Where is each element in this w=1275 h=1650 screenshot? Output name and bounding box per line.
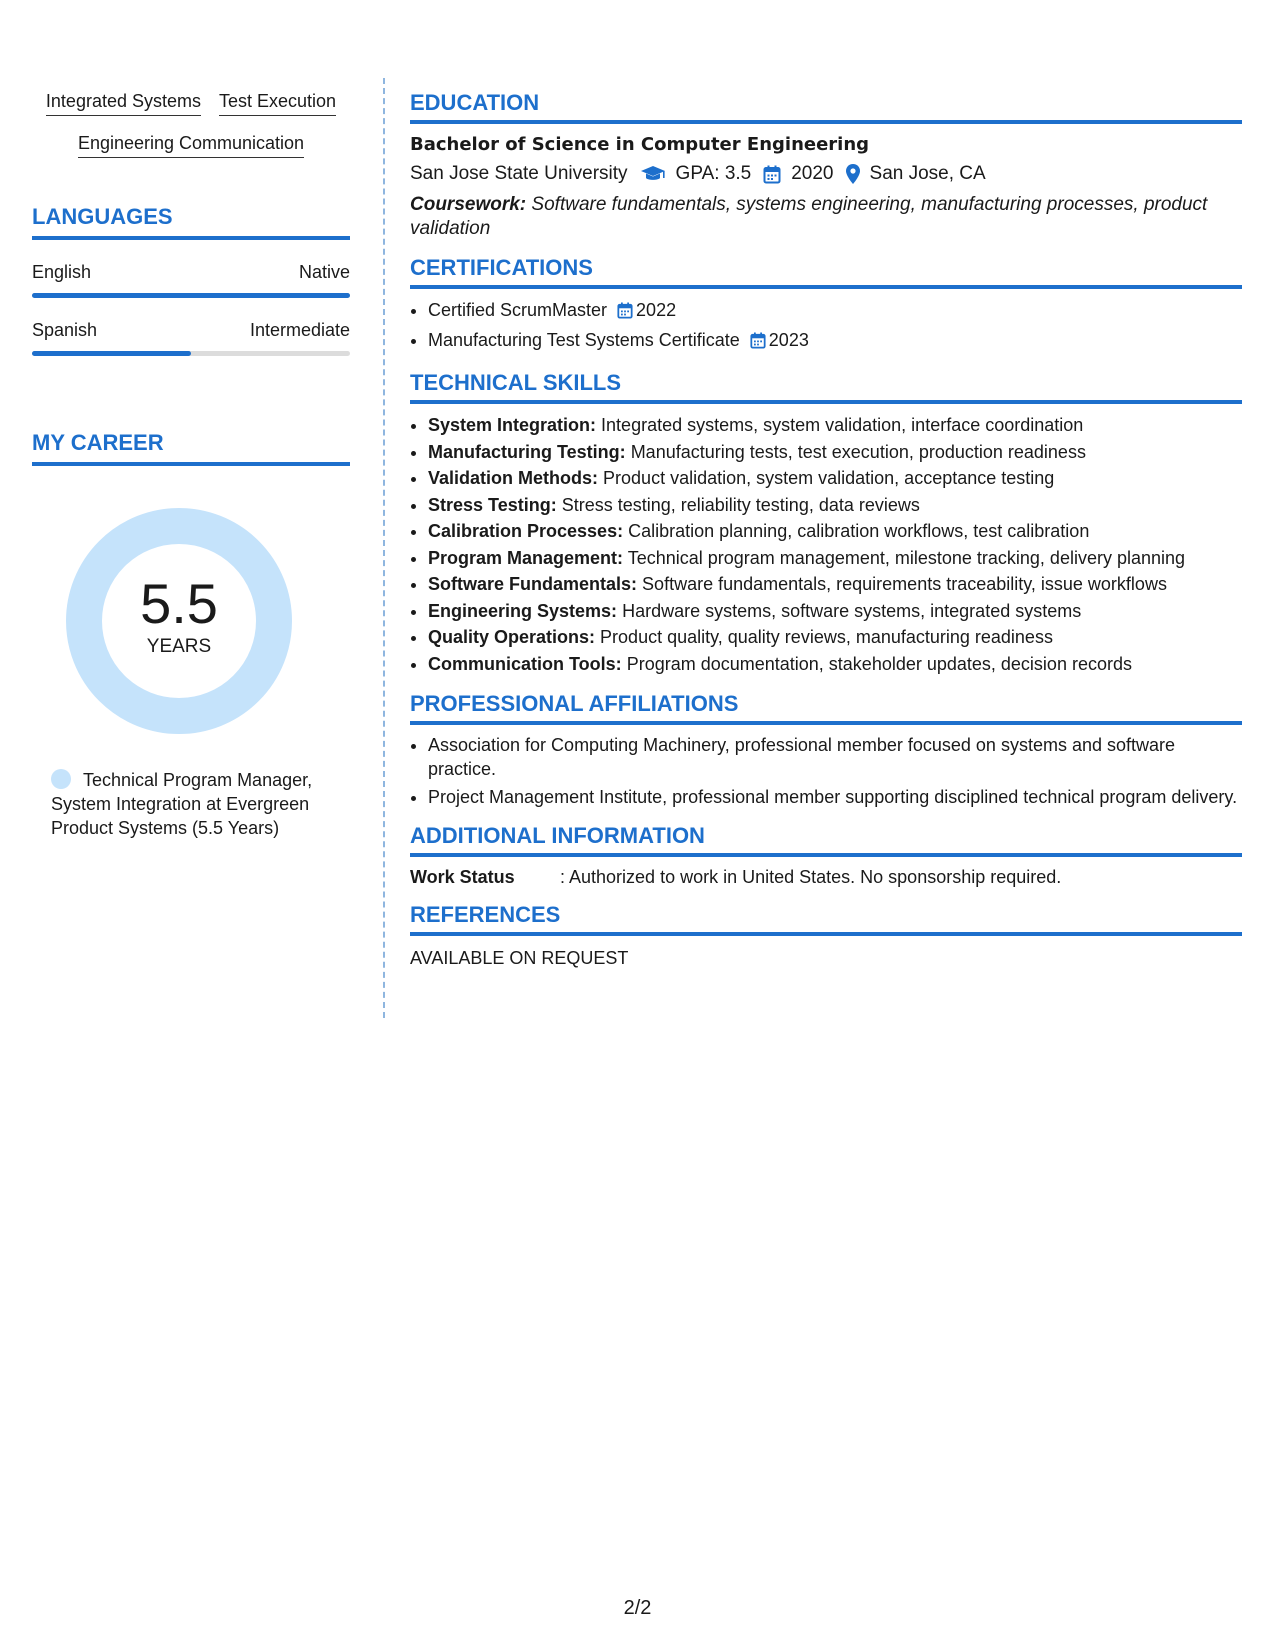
references-section xyxy=(410,902,1242,969)
language-proficiency-bar xyxy=(32,293,350,298)
coursework-text: Software fundamentals, systems engineering, manufacturing processes, product validation xyxy=(410,194,1208,239)
skill-category: System Integration: xyxy=(428,415,597,435)
references-text: AVAILABLE ON REQUEST xyxy=(410,948,629,968)
graduation-cap-icon xyxy=(640,165,666,183)
certification-name: Manufacturing Test Systems Certificate xyxy=(428,329,740,350)
list-item xyxy=(428,651,1242,678)
list-item xyxy=(428,518,1242,545)
language-item xyxy=(32,262,350,298)
affiliations-heading: PROFESSIONAL AFFILIATIONS xyxy=(410,691,1242,725)
skill-detail: Technical program management, milestone tracking, delivery planning xyxy=(627,547,1186,568)
skill-detail: Product validation, system validation, acceptance testing xyxy=(603,468,1055,488)
sidebar xyxy=(32,78,350,840)
degree: Bachelor of Science in Computer Engineering xyxy=(410,134,870,155)
list-item: • Project Management Institute, professional member supporting disciplined technical program delivery. xyxy=(428,785,1242,809)
language-level: Intermediate xyxy=(249,320,350,340)
school-name: San Jose State University xyxy=(410,163,628,184)
certifications-list xyxy=(410,297,1242,356)
skill-detail: Program documentation, stakeholder updates, decision records xyxy=(626,653,1132,674)
skill-tag: Engineering Communication xyxy=(78,132,304,158)
career-years-unit: YEARS xyxy=(146,636,212,657)
list-item xyxy=(428,598,1242,625)
list-item xyxy=(428,624,1242,651)
certifications-heading: CERTIFICATIONS xyxy=(410,255,1242,289)
column-divider xyxy=(383,78,385,1018)
list-item xyxy=(428,412,1242,439)
skill-detail: Hardware systems, software systems, integrated systems xyxy=(622,600,1082,621)
calendar-icon xyxy=(763,165,781,184)
work-status-row xyxy=(410,867,1242,888)
skill-category: Manufacturing Testing: xyxy=(428,441,626,462)
skill-detail: Software fundamentals, requirements traceability, issue workflows xyxy=(642,574,1167,594)
list-item xyxy=(428,492,1242,519)
certification-name: Certified ScrumMaster xyxy=(428,300,608,320)
page-number: 2/2 xyxy=(623,1597,652,1619)
references-heading: REFERENCES xyxy=(410,902,1242,936)
certification-year: 2023 xyxy=(768,329,809,350)
skill-category: Software Fundamentals: xyxy=(428,574,638,594)
skill-detail: Product quality, quality reviews, manufacturing readiness xyxy=(600,627,1053,647)
skill-tags xyxy=(32,78,350,158)
school-location: San Jose, CA xyxy=(869,163,986,184)
career-entry: Technical Program Manager, System Integration at Evergreen Product Systems (5.5 Years) xyxy=(51,770,313,838)
affiliations-section xyxy=(410,691,1242,809)
gpa: GPA: 3.5 xyxy=(675,163,752,184)
language-level: Native xyxy=(298,262,350,282)
list-item: • Association for Computing Machinery, professional member focused on systems and software practice. xyxy=(428,733,1242,781)
education-section xyxy=(410,90,1242,241)
graduation-year: 2020 xyxy=(791,163,834,184)
work-status-value: : Authorized to work in United States. No sponsorship required. xyxy=(560,867,1062,887)
language-proficiency-bar xyxy=(32,351,350,356)
skill-category: Communication Tools: xyxy=(428,653,622,674)
coursework xyxy=(410,193,1242,241)
career-donut-chart xyxy=(66,508,292,734)
calendar-icon xyxy=(617,300,633,327)
language-name: English xyxy=(32,262,92,282)
affiliations-list xyxy=(410,733,1242,809)
language-item xyxy=(32,320,350,356)
certifications-section xyxy=(410,255,1242,356)
language-name: Spanish xyxy=(32,320,98,340)
skill-detail: Manufacturing tests, test execution, production readiness xyxy=(630,441,1086,462)
skill-tag: Test Execution xyxy=(219,90,336,116)
skill-category: Calibration Processes: xyxy=(428,521,624,541)
coursework-label: Coursework: xyxy=(410,194,527,215)
language-proficiency-fill xyxy=(32,351,191,356)
career-legend xyxy=(51,768,331,840)
skill-category: Program Management: xyxy=(428,547,624,568)
technical-skills-heading: TECHNICAL SKILLS xyxy=(410,370,1242,404)
additional-info-section xyxy=(410,823,1242,888)
skill-tag: Integrated Systems xyxy=(46,90,201,116)
technical-skills-list xyxy=(410,412,1242,677)
legend-dot-icon xyxy=(51,769,71,789)
skill-category: Engineering Systems: xyxy=(428,600,618,621)
list-item xyxy=(428,465,1242,492)
list-item xyxy=(428,439,1242,466)
main-content xyxy=(410,90,1242,983)
skill-category: Quality Operations: xyxy=(428,627,596,647)
education-details xyxy=(410,163,1242,185)
list-item xyxy=(428,297,1242,327)
additional-info-heading: ADDITIONAL INFORMATION xyxy=(410,823,1242,857)
certification-year: 2022 xyxy=(636,300,677,320)
skill-detail: Calibration planning, calibration workflows, test calibration xyxy=(628,521,1090,541)
list-item xyxy=(428,545,1242,572)
languages-heading: LANGUAGES xyxy=(32,204,350,240)
list-item xyxy=(428,327,1242,357)
calendar-icon xyxy=(750,330,766,357)
education-heading: EDUCATION xyxy=(410,90,1242,124)
career-heading: MY CAREER xyxy=(32,430,350,466)
location-pin-icon xyxy=(846,164,860,184)
work-status-label: Work Status xyxy=(410,867,515,887)
technical-skills-section xyxy=(410,370,1242,677)
skill-detail: Integrated systems, system validation, interface coordination xyxy=(601,415,1084,435)
skill-category: Validation Methods: xyxy=(428,468,599,488)
career-years-value: 5.5 xyxy=(140,572,218,635)
skill-detail: Stress testing, reliability testing, data reviews xyxy=(561,494,920,515)
skill-category: Stress Testing: xyxy=(428,494,557,515)
list-item xyxy=(428,571,1242,598)
language-proficiency-fill xyxy=(32,293,350,298)
